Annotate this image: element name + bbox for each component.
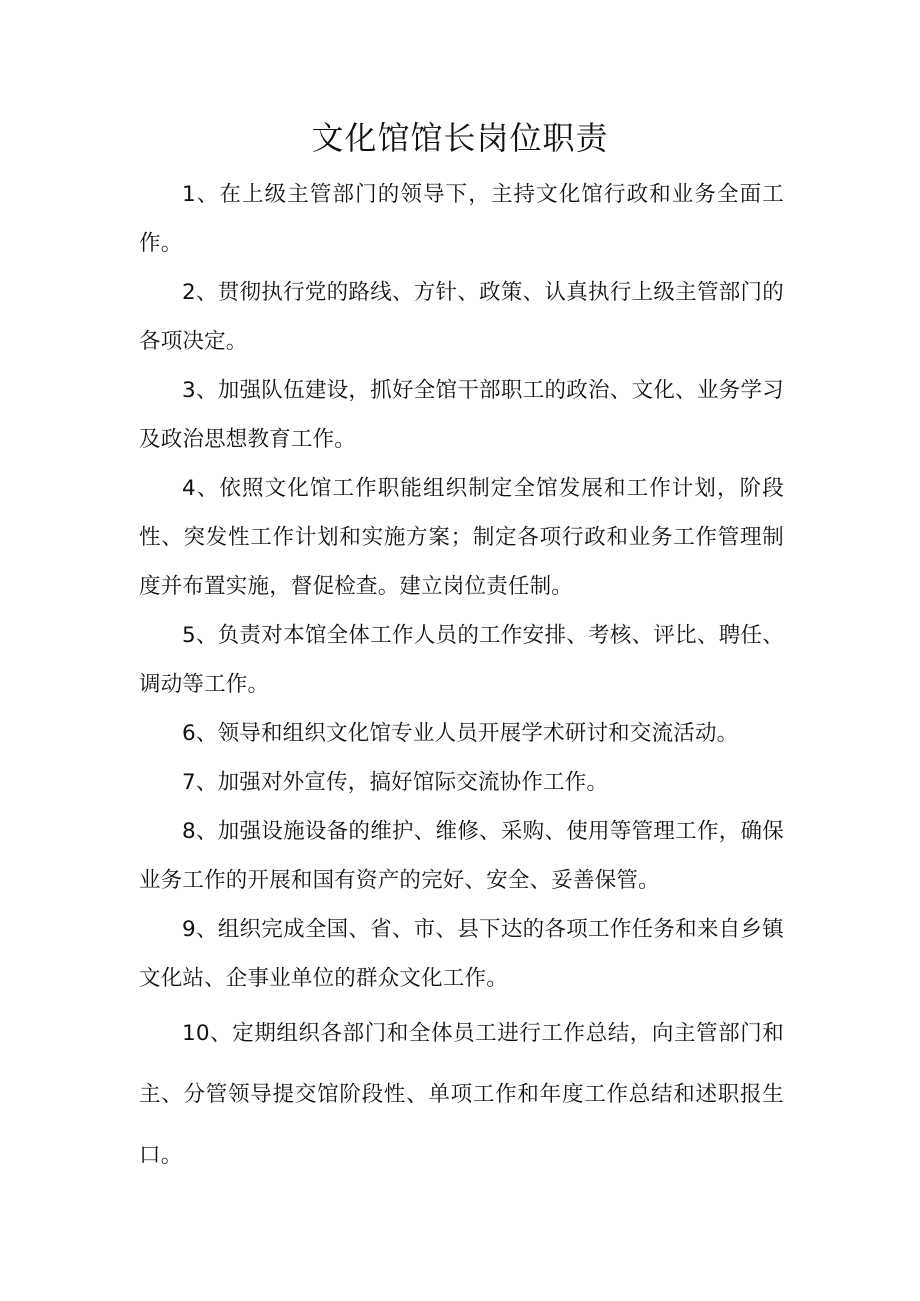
- duty-item-7: 7、加强对外宣传，搞好馆际交流协作工作。: [182, 770, 609, 795]
- duty-item-1: 1、在上级主管部门的领导下，主持文化馆行政和业务全面工作。: [139, 182, 784, 256]
- duty-item-2: 2、贯彻执行党的路线、方针、政策、认真执行上级主管部门的各项决定。: [139, 280, 784, 354]
- duty-item-8: 8、加强设施设备的维护、维修、采购、使用等管理工作，确保业务工作的开展和国有资产的完好、安全、妥善保管。: [139, 819, 784, 893]
- duty-item-4: 4、依照文化馆工作职能组织制定全馆发展和工作计划，阶段性、突发性工作计划和实施方案；制定各项行政和业务工作管理制度并布置实施，督促检查。建立岗位责任制。: [139, 476, 784, 599]
- duty-item-9: 9、组织完成全国、省、市、县下达的各项工作任务和来自乡镇文化站、企事业单位的群众文化工作。: [139, 917, 784, 991]
- duty-item-3: 3、加强队伍建设，抓好全馆干部职工的政治、文化、业务学习及政治思想教育工作。: [139, 378, 784, 452]
- duty-item-5: 5、负责对本馆全体工作人员的工作安排、考核、评比、聘任、调动等工作。: [139, 623, 784, 697]
- page-title: 文化馆馆长岗位职责: [311, 119, 609, 157]
- duty-item-10: 10、定期组织各部门和全体员工进行工作总结，向主管部门和主、分管领导提交馆阶段性、单项工作和年度工作总结和述职报生 口。: [139, 1021, 784, 1168]
- duty-item-6: 6、领导和组织文化馆专业人员开展学术研讨和交流活动。: [182, 721, 739, 746]
- duty-list: [139, 170, 784, 1186]
